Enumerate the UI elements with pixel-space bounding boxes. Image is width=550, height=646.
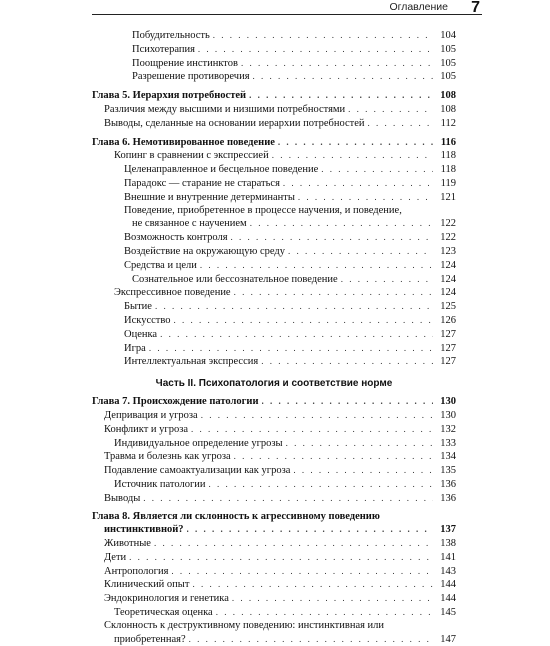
dot-leader: [293, 464, 433, 477]
toc-entry-page: 105: [440, 57, 456, 69]
toc-entry-page: 144: [440, 579, 456, 591]
toc-entry: [92, 57, 456, 71]
dot-leader: [149, 342, 433, 355]
toc-entry: [92, 423, 456, 437]
toc-entry: [92, 163, 456, 177]
page-header: [0, 0, 550, 20]
dot-leader: [209, 478, 433, 491]
dot-leader: [154, 537, 433, 550]
dot-leader: [200, 259, 433, 272]
toc-entry: [92, 29, 456, 43]
toc-entry-title: Парадокс — старание не стараться: [124, 177, 280, 189]
toc-entry-line: Поведение, приобретенное в процессе научения, и поведение,: [124, 204, 402, 216]
dot-leader: [201, 409, 433, 422]
dot-leader: [298, 191, 433, 204]
dot-leader: [234, 286, 433, 299]
toc-entry-title: Возможность контроля: [124, 232, 228, 244]
dot-leader: [191, 423, 433, 436]
toc-entry-page: 105: [440, 71, 456, 83]
toc-entry-title: Депривация и угроза: [104, 409, 198, 421]
table-of-contents: [92, 29, 456, 646]
toc-entry: [92, 551, 456, 565]
toc-entry: [92, 537, 456, 551]
toc-entry-title: Эндокринология и генетика: [104, 593, 229, 605]
toc-entry: [92, 492, 456, 506]
toc-entry-title: Целенаправленное и бесцельное поведение: [124, 164, 319, 176]
dot-leader: [231, 231, 433, 244]
running-title: Оглавление: [389, 1, 448, 13]
toc-entry: [92, 191, 456, 205]
toc-entry-title: Сознательное или бессознательное поведение: [132, 273, 338, 285]
toc-entry-page: 138: [440, 538, 456, 550]
toc-entry-page: 124: [440, 273, 456, 285]
dot-leader: [261, 355, 433, 368]
toc-entry-title: Игра: [124, 342, 146, 354]
toc-entry-title: Выводы, сделанные на основании иерархии потребностей: [104, 117, 365, 129]
toc-entry-title: Антропология: [104, 565, 169, 577]
toc-entry: [92, 606, 456, 620]
toc-entry: [92, 43, 456, 57]
toc-entry-page: 141: [440, 551, 456, 563]
toc-entry: [92, 578, 456, 592]
toc-entry: [92, 328, 456, 342]
toc-entry: [92, 245, 456, 259]
toc-entry: [92, 103, 456, 117]
toc-entry: [92, 70, 456, 84]
dot-leader: [232, 592, 433, 605]
dot-leader: [283, 177, 433, 190]
dot-leader: [241, 57, 433, 70]
dot-leader: [213, 29, 433, 42]
toc-entry: [92, 217, 456, 231]
toc-entry-page: 122: [440, 232, 456, 244]
toc-entry-page: 127: [440, 342, 456, 354]
toc-entry-page: 108: [440, 103, 456, 115]
toc-entry-title: Внешние и внутренние детерминанты: [124, 191, 295, 203]
chapter-heading: [92, 136, 456, 150]
toc-entry-page: 125: [440, 301, 456, 313]
toc-entry-title: Глава 7. Происхождение патологии: [92, 396, 259, 408]
toc-entry-title: Копинг в сравнении с экспрессией: [114, 150, 269, 162]
toc-entry-page: 130: [440, 409, 456, 421]
toc-entry-page: 116: [440, 136, 456, 148]
toc-entry: [92, 231, 456, 245]
toc-entry: [92, 592, 456, 606]
toc-entry-title: Побудительность: [132, 30, 210, 41]
toc-entry-title: Глава 6. Немотивированное поведение: [92, 136, 275, 148]
toc-entry-page: 105: [440, 43, 456, 55]
toc-entry: [92, 300, 456, 314]
chapter-heading: [92, 395, 456, 409]
toc-entry-title: Выводы: [104, 492, 141, 504]
toc-entry-title: Подавление самоактуализации как угроза: [104, 465, 291, 477]
chapter-heading: [92, 89, 456, 103]
dot-leader: [262, 395, 434, 408]
toc-entry-title: Дети: [104, 551, 127, 563]
dot-leader: [174, 314, 434, 327]
dot-leader: [143, 492, 433, 505]
toc-entry: [92, 342, 456, 356]
dot-leader: [192, 578, 433, 591]
toc-entry-title: Психотерапия: [132, 43, 195, 55]
toc-entry-page: 119: [440, 177, 456, 189]
toc-entry: [92, 149, 456, 163]
dot-leader: [216, 606, 433, 619]
toc-entry-page: 136: [440, 478, 456, 490]
toc-entry-page: 127: [440, 356, 456, 368]
chapter-heading: [92, 523, 456, 537]
dot-leader: [368, 117, 433, 130]
dot-leader: [321, 163, 433, 176]
toc-entry-page: 112: [440, 117, 456, 129]
chapter-heading-line: Глава 8. Является ли склонность к агрессивному поведению: [92, 510, 380, 522]
toc-entry-title: Воздействие на окружающую среду: [124, 245, 286, 257]
toc-entry-page: 121: [440, 191, 456, 203]
dot-leader: [253, 70, 433, 83]
toc-entry-title: Клинический опыт: [104, 579, 190, 591]
dot-leader: [198, 43, 433, 56]
toc-entry: [92, 409, 456, 423]
toc-entry-page: 124: [440, 259, 456, 271]
toc-entry-page: 137: [440, 524, 456, 536]
toc-entry-page: 124: [440, 287, 456, 299]
toc-entry-page: 143: [440, 565, 456, 577]
toc-entry-page: 118: [440, 150, 456, 162]
toc-entry-title: Оценка: [124, 328, 158, 340]
toc-entry: [92, 286, 456, 300]
toc-entry-title: Животные: [104, 538, 151, 550]
toc-entry-title: Травма и болезнь как угроза: [104, 451, 231, 463]
toc-entry: [92, 464, 456, 478]
toc-entry-title: Средства и цели: [124, 259, 197, 271]
toc-entry-title: Теоретическая оценка: [114, 607, 213, 619]
dot-leader: [171, 565, 433, 578]
toc-entry: [92, 259, 456, 273]
toc-entry: [92, 355, 456, 369]
toc-entry: [92, 633, 456, 646]
dot-leader: [129, 551, 433, 564]
dot-leader: [187, 523, 433, 536]
toc-entry-page: 147: [440, 633, 456, 645]
toc-entry-title: Различия между высшими и низшими потребностями: [104, 103, 346, 115]
dot-leader: [155, 300, 433, 313]
toc-entry-page: 132: [440, 423, 456, 435]
dot-leader: [234, 450, 433, 463]
toc-entry-page: 122: [440, 218, 456, 230]
dot-leader: [250, 217, 433, 230]
toc-entry-page: 130: [440, 396, 456, 408]
toc-entry-page: 108: [440, 90, 456, 102]
dot-leader: [288, 245, 433, 258]
dot-leader: [341, 273, 433, 286]
toc-entry-page: 133: [440, 437, 456, 449]
toc-entry-page: 136: [440, 492, 456, 504]
toc-entry-page: 118: [440, 164, 456, 176]
toc-entry: [92, 437, 456, 451]
toc-entry-page: 104: [440, 30, 456, 41]
dot-leader: [286, 437, 433, 450]
toc-entry: [92, 478, 456, 492]
toc-entry-page: 135: [440, 465, 456, 477]
page-number: 7: [471, 0, 480, 16]
dot-leader: [249, 89, 433, 102]
toc-entry-title: Глава 5. Иерархия потребностей: [92, 90, 247, 102]
toc-entry-page: 134: [440, 451, 456, 463]
dot-leader: [272, 149, 433, 162]
toc-entry-page: 127: [440, 328, 456, 340]
dot-leader: [189, 633, 433, 646]
toc-entry-page: 144: [440, 593, 456, 605]
toc-entry-title: Разрешение противоречия: [132, 71, 250, 83]
toc-entry-title: Бытие: [124, 301, 152, 313]
toc-entry-title: приобретенная?: [114, 633, 186, 645]
toc-entry-title: Источник патологии: [114, 478, 206, 490]
toc-entry-title: Искусство: [124, 314, 171, 326]
toc-entry: [92, 450, 456, 464]
toc-entry-line: Склонность к деструктивному поведению: инстинктивная или: [104, 619, 385, 631]
toc-entry: [92, 273, 456, 287]
toc-entry: [92, 117, 456, 131]
toc-entry-page: 123: [440, 245, 456, 257]
toc-entry-title: инстинктивной?: [104, 524, 184, 536]
toc-entry-page: 126: [440, 314, 456, 326]
dot-leader: [278, 136, 433, 149]
toc-entry: [92, 177, 456, 191]
toc-entry: [92, 314, 456, 328]
dot-leader: [160, 328, 433, 341]
toc-entry-title: Интеллектуальная экспрессия: [124, 356, 259, 368]
dot-leader: [348, 103, 433, 116]
toc-entry-title: Поощрение инстинктов: [132, 57, 238, 69]
toc-entry-title: Конфликт и угроза: [104, 423, 189, 435]
toc-entry-title: Экспрессивное поведение: [114, 287, 231, 299]
part-heading: Часть II. Психопатология и соответствие норме: [155, 378, 393, 390]
toc-entry-page: 145: [440, 607, 456, 619]
toc-entry-title: Индивидуальное определение угрозы: [114, 437, 283, 449]
header-rule: [92, 14, 482, 15]
toc-entry: [92, 565, 456, 579]
toc-entry-title: не связанное с научением: [132, 218, 247, 230]
